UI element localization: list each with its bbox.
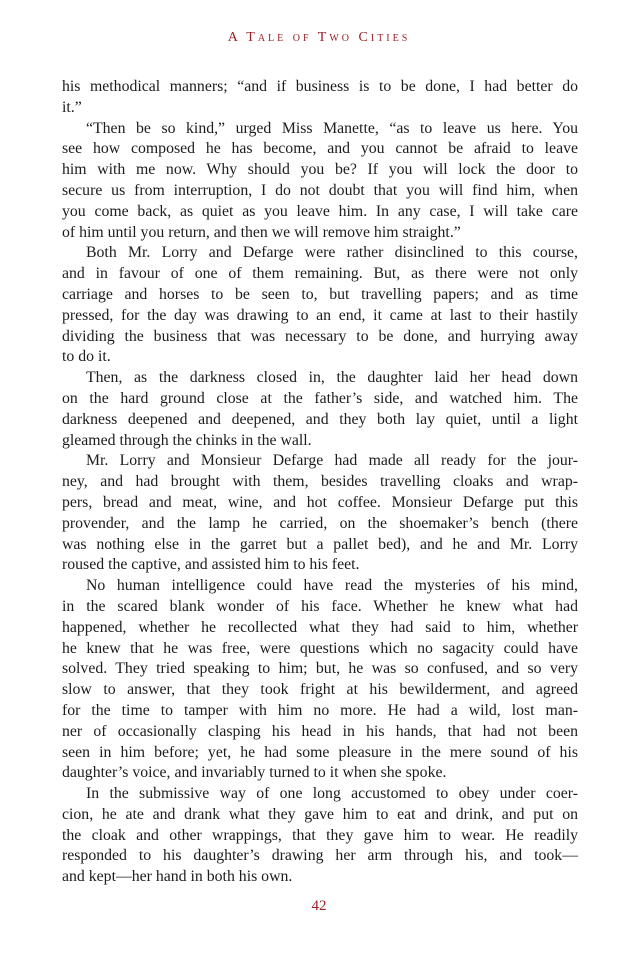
text-line: of him until you return, and then we will remove him straight.”: [62, 223, 461, 241]
body-text: [62, 77, 578, 888]
text-line: seen in him before; yet, he had some pleasure in the mere sound of his: [62, 743, 578, 761]
text-line: he knew that he was free, were questions which no sagacity could have: [62, 639, 578, 657]
text-line: provender, and the lamp he carried, on the shoemaker’s bench (there: [62, 514, 578, 532]
text-line: ney, and had brought with them, besides travelling cloaks and wrap-: [62, 473, 578, 491]
text-line: ner of occasionally clasping his head in his hands, that had not been: [62, 722, 578, 740]
text-line: darkness deepened and deepened, and they both lay quiet, until a light: [62, 410, 578, 428]
text-line: cion, he ate and drank what they gave him to eat and drink, and put on: [62, 805, 578, 823]
text-line: and kept—her hand in both his own.: [62, 868, 293, 886]
text-line: see how composed he has become, and you cannot be afraid to leave: [62, 140, 578, 158]
text-line: Then, as the darkness closed in, the daughter laid her head down: [86, 369, 578, 387]
text-line: dividing the business that was necessary to be done, and hurrying away: [62, 327, 578, 345]
text-line: “Then be so kind,” urged Miss Manette, “as to leave us here. You: [86, 119, 578, 137]
text-line: pers, bread and meat, wine, and hot coffee. Monsieur Defarge put this: [62, 493, 578, 511]
text-line: solved. They tried speaking to him; but, he was so confused, and so very: [62, 660, 578, 678]
text-line: pressed, for the day was drawing to an end, it came at last to their hastily: [62, 306, 578, 324]
text-line: it.”: [62, 98, 82, 116]
text-line: roused the captive, and assisted him to his feet.: [62, 556, 360, 574]
text-line: In the submissive way of one long accustomed to obey under coer-: [86, 785, 578, 803]
text-line: slow to answer, that they took fright at his bewilderment, and agreed: [62, 681, 578, 699]
text-line: was nothing else in the garret but a pallet bed), and he and Mr. Lorry: [62, 535, 578, 553]
running-head: A Tale of Two Cities: [227, 30, 411, 45]
text-line: his methodical manners; “and if business is to be done, I had better do: [62, 78, 578, 95]
text-line: gleamed through the chinks in the wall.: [62, 431, 312, 449]
text-line: him with me now. Why should you be? If you will lock the door to: [62, 161, 578, 179]
text-line: Both Mr. Lorry and Defarge were rather disinclined to this course,: [86, 244, 578, 262]
page-number: 42: [311, 898, 327, 914]
text-line: No human intelligence could have read the mysteries of his mind,: [86, 577, 578, 595]
text-line: secure us from interruption, I do not doubt that you will find him, when: [62, 181, 578, 199]
text-line: to do it.: [62, 348, 111, 366]
text-line: and in favour of one of them remaining. But, as there were not only: [62, 265, 578, 283]
text-line: on the hard ground close at the father’s side, and watched him. The: [62, 389, 578, 407]
text-line: responded to his daughter’s drawing her arm through his, and took—: [62, 847, 578, 865]
text-line: daughter’s voice, and invariably turned to it when she spoke.: [62, 764, 447, 782]
text-line: Mr. Lorry and Monsieur Defarge had made all ready for the jour-: [86, 452, 578, 470]
text-line: you come back, as quiet as you leave him. In any case, I will take care: [62, 202, 578, 220]
text-line: happened, whether he recollected what they had said to him, whether: [62, 618, 578, 636]
text-line: the cloak and other wrappings, that they gave him to wear. He readily: [62, 826, 578, 844]
text-line: in the scared blank wonder of his face. Whether he knew what had: [62, 597, 578, 615]
text-line: for the time to tamper with him no more. He had a wild, lost man-: [62, 701, 578, 719]
text-line: carriage and horses to be seen to, but travelling papers; and as time: [62, 285, 578, 303]
